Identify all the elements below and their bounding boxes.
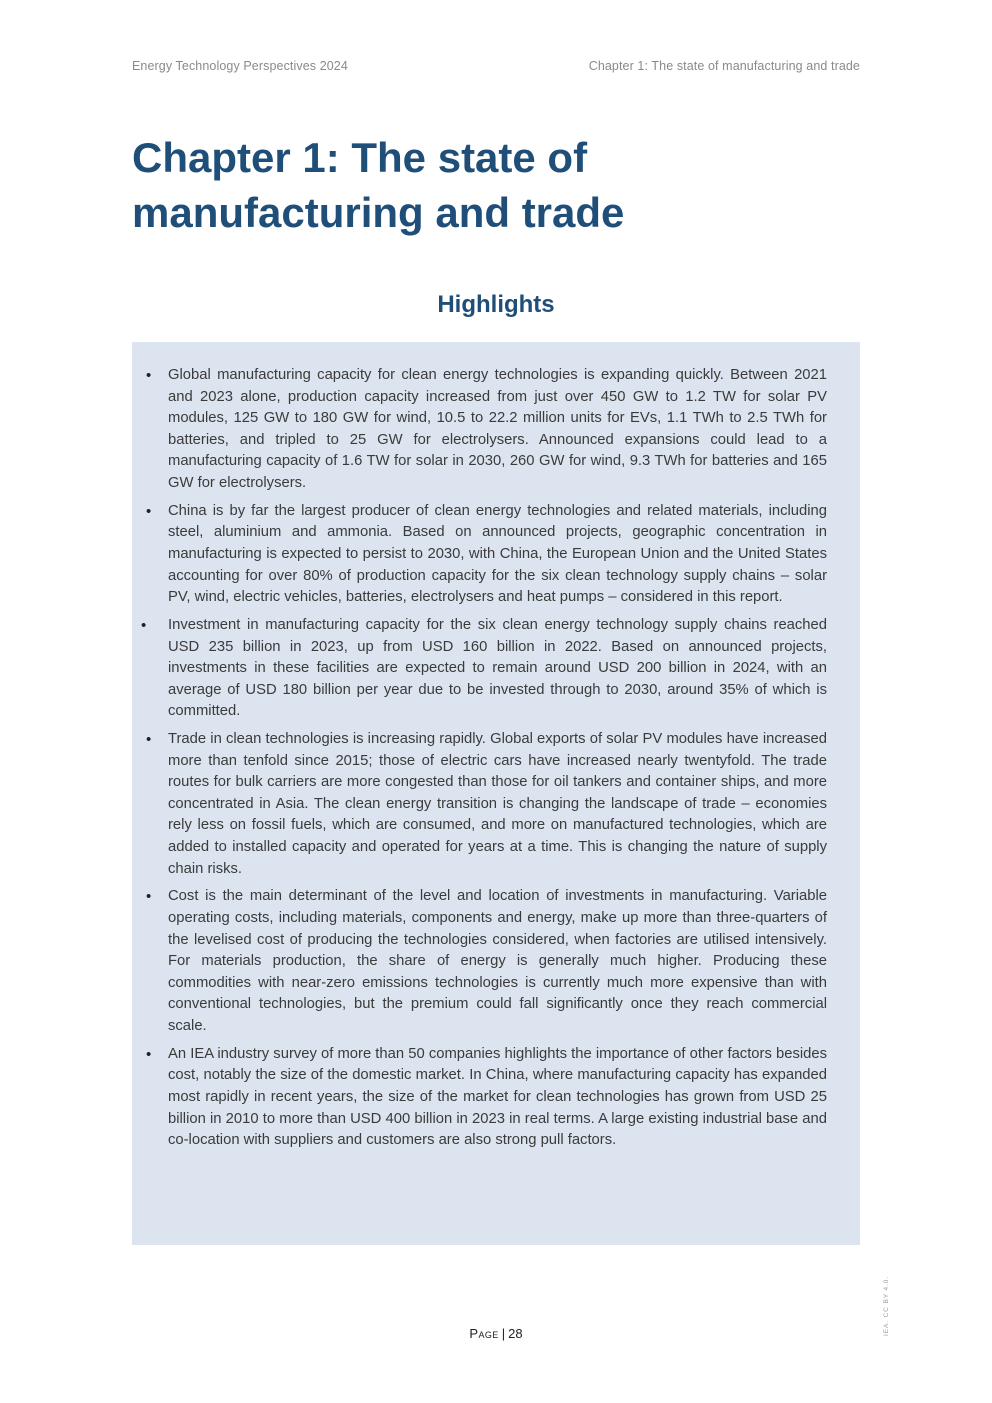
page-footer — [0, 1326, 992, 1341]
highlight-item — [146, 729, 827, 880]
highlight-text: Global manufacturing capacity for clean energy technologies is expanding quickly. Between 2021 and 2023 alone, production capacity increased from just over 450 GW to 1.2 TW for solar PV modules, 125 GW to 180 GW for wind, 10.5 to 22.2 million units for EVs, 1.1 TWh to 2.5 TWh for batteries, and tripled to 25 GW for electrolysers. Announced expansions could lead to a manufacturing capacity of 1.6 TW for solar in 2030, 260 GW for wind, 9.3 TWh for batteries and 165 GW for electrolysers. — [168, 367, 827, 491]
highlight-item — [146, 501, 827, 609]
highlight-item — [146, 886, 827, 1037]
highlight-item — [146, 365, 827, 495]
chapter-title-line-1: Chapter 1: The state of — [132, 134, 588, 181]
highlights-list — [141, 365, 827, 1152]
page-separator: | — [501, 1326, 506, 1341]
highlight-text: Investment in manufacturing capacity for the six clean energy technology supply chains reached USD 235 billion in 2023, up from USD 160 billion in 2022. Based on announced projects, investments in these facilities are expected to remain around USD 200 billion in 2024, with an average of USD 180 billion per year due to be invested through to 2030, around 35% of which is committed. — [168, 616, 827, 720]
highlight-item — [141, 615, 827, 723]
highlight-item — [146, 1044, 827, 1152]
bullet-icon: • — [146, 888, 152, 906]
page-label: Page — [469, 1326, 499, 1341]
highlights-box — [132, 342, 860, 1245]
highlight-text: Cost is the main determinant of the level and location of investments in manufacturing. Variable operating costs, including materials, components and energy, make up more than three-quarters of the levelised cost of producing the technologies considered, when factories are utilised intensively. For materials production, the share of energy is generally much higher. Producing these commodities with near-zero emissions technologies is currently much more expensive than with conventional technologies, but the premium could fall significantly once they reach commercial scale. — [168, 888, 827, 1034]
bullet-icon: • — [146, 731, 152, 749]
license-notice: IEA. CC BY 4.0. — [883, 1276, 890, 1336]
highlight-text: China is by far the largest producer of clean energy technologies and related materials, including steel, aluminium and ammonia. Based on announced projects, geographic concentration in manufacturing is expected to persist to 2030, with China, the European Union and the United States accounting for over 80% of production capacity for the six clean technology supply chains – solar PV, wind, electric vehicles, batteries, electrolysers and heat pumps – considered in this report. — [168, 502, 827, 606]
bullet-icon: • — [146, 367, 152, 384]
bullet-icon: • — [141, 616, 147, 634]
page-number: 28 — [508, 1326, 523, 1341]
highlight-text: Trade in clean technologies is increasing rapidly. Global exports of solar PV modules have increased more than tenfold since 2015; those of electric cars have increased nearly twentyfold. The trade routes for bulk carriers are more congested than those for oil tankers and container ships, and more concentrated in Asia. The clean energy transition is changing the landscape of trade – economies rely less on fossil fuels, which are consumed, and more on manufactured technologies, which are added to installed capacity and operated for years at a time. This is changing the nature of supply chain risks. — [168, 731, 827, 877]
highlight-text: An IEA industry survey of more than 50 companies highlights the importance of other factors besides cost, notably the size of the domestic market. In China, where manufacturing capacity has expanded most rapidly in recent years, the size of the market for clean technologies has grown from USD 25 billion in 2010 to more than USD 400 billion in 2023 in real terms. A large existing industrial base and co-location with suppliers and customers are also strong pull factors. — [168, 1045, 827, 1149]
chapter-title-line-2: manufacturing and trade — [132, 189, 625, 236]
header-report-title: Energy Technology Perspectives 2024 — [132, 59, 348, 73]
header-chapter-title: Chapter 1: The state of manufacturing and trade — [588, 59, 860, 73]
bullet-icon: • — [146, 1045, 152, 1063]
chapter-title — [132, 130, 860, 240]
highlights-heading: Highlights — [437, 291, 555, 318]
bullet-icon: • — [146, 502, 152, 520]
